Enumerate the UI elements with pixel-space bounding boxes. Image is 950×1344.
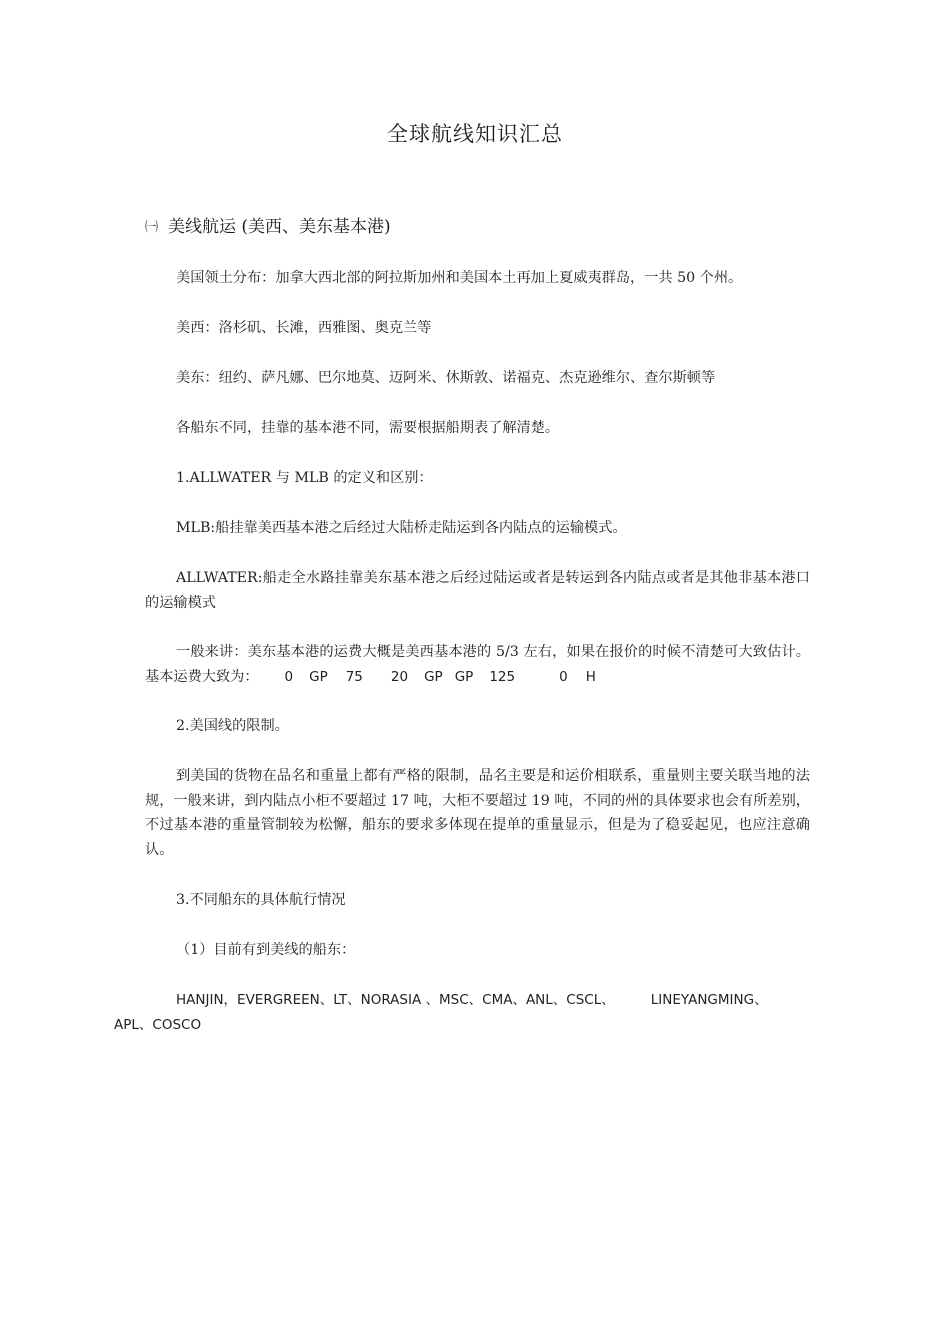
paragraph-rate-estimate xyxy=(145,640,810,689)
paragraph-us-restrictions: 到美国的货物在品名和重量上都有严格的限制，品名主要是和运价相联系，重量则主要关联当地的法规，一般来讲，到内陆点小柜不要超过 17 吨，大柜不要超过 19 吨，不同的州的具体要求也会有所差别，不过基本港的重量管制较为松懈，船东的要求多体现在提单的重量显示，但是为了稳妥起见，也应注意确认。 xyxy=(145,768,810,858)
rate-value: GP xyxy=(424,668,443,685)
carriers-line-2: APL、COSCO xyxy=(114,1016,202,1033)
paragraph-territory: 美国领土分布：加拿大西北部的阿拉斯加州和美国本土再加上夏威夷群岛，一共 50 个州。 xyxy=(176,270,743,286)
paragraph-mlb-definition: MLB:船挂靠美西基本港之后经过大陆桥走陆运到各内陆点的运输模式。 xyxy=(176,520,627,536)
paragraph-us-west-ports: 美西：洛杉矶、长滩，西雅图、奥克兰等 xyxy=(176,320,432,336)
paragraph-us-east-ports: 美东：纽约、萨凡娜、巴尔地莫、迈阿米、休斯敦、诺福克、杰克逊维尔、查尔斯顿等 xyxy=(176,370,716,386)
rate-value: H xyxy=(585,668,596,685)
rate-values xyxy=(259,669,596,685)
point-2-heading: 2.美国线的限制。 xyxy=(176,718,289,734)
rate-value: 0 xyxy=(559,668,568,685)
paragraph-allwater-definition: ALLWATER:船走全水路挂靠美东基本港之后经过陆运或者是转运到各内陆点或者是其他非基本港口的运输模式 xyxy=(145,570,810,611)
rate-value: 75 xyxy=(345,668,363,685)
section-heading-text: 美线航运 (美西、美东基本港) xyxy=(168,217,391,237)
sub-point-1-heading: （1）目前有到美线的船东： xyxy=(176,942,356,958)
point-1-heading: 1.ALLWATER 与 MLB 的定义和区别： xyxy=(176,470,433,486)
point-3-heading: 3.不同船东的具体航行情况 xyxy=(176,892,346,908)
carriers-line-1: HANJIN，EVERGREEN、LT、NORASIA 、MSC、CMA、ANL、CSCL、 xyxy=(176,992,615,1008)
section-heading-us-routes xyxy=(145,212,391,237)
section-number-marker: ㈠ xyxy=(145,220,159,235)
rate-intro-text: 一般来讲：美东基本港的运费大概是美西基本港的 5/3 左右，如果在报价的时候不清楚可大致估计。基本运费大致为： xyxy=(145,644,810,685)
rate-value: GP xyxy=(454,668,474,685)
document-title: 全球航线知识汇总 xyxy=(387,122,563,146)
paragraph-carriers xyxy=(114,988,810,1037)
rate-value: 20 xyxy=(390,668,409,685)
carriers-line-1-tail: LINEYANGMING、 xyxy=(650,992,768,1008)
rate-value: 0 xyxy=(284,668,294,685)
rate-value: GP xyxy=(309,668,328,685)
rate-value: 125 xyxy=(489,668,516,685)
paragraph-ports-note: 各船东不同，挂靠的基本港不同，需要根据船期表了解清楚。 xyxy=(176,420,560,436)
